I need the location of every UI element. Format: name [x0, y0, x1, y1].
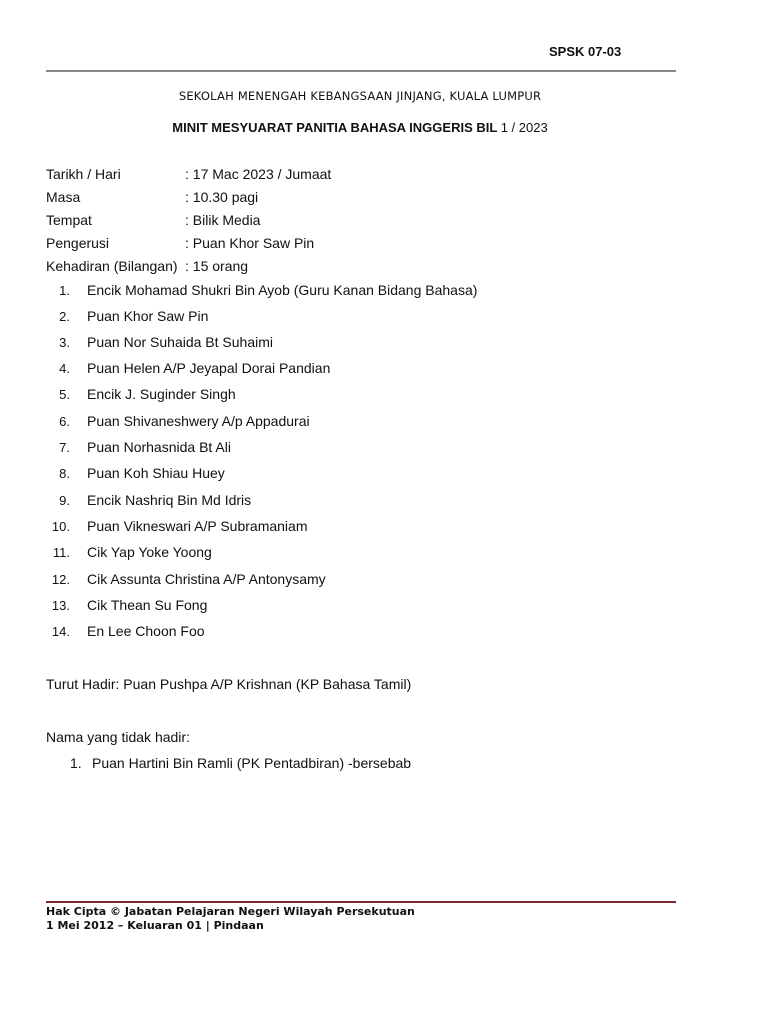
- list-item: [46, 490, 252, 510]
- list-item: [46, 280, 478, 300]
- info-row-place: [46, 210, 260, 230]
- info-value: : 17 Mac 2023 / Jumaat: [185, 166, 332, 182]
- absent-list-item: [70, 753, 411, 773]
- item-number: 8.: [59, 466, 70, 481]
- info-row-attendance: [46, 256, 248, 276]
- item-number: 10.: [51, 519, 70, 534]
- attendee-name: Encik Nashriq Bin Md Idris: [87, 492, 252, 508]
- list-item: [46, 384, 236, 404]
- info-label: Pengerusi: [46, 235, 110, 251]
- attendee-name: En Lee Choon Foo: [87, 623, 205, 639]
- info-row-time: [46, 187, 258, 207]
- item-number: 12.: [51, 572, 70, 587]
- info-row-date: [46, 164, 331, 184]
- header-divider: [46, 70, 676, 72]
- list-item: [46, 621, 205, 641]
- item-number: 2.: [59, 309, 70, 324]
- info-value: : Bilik Media: [185, 212, 261, 228]
- item-number: 9.: [59, 493, 70, 508]
- item-number: 1.: [59, 283, 70, 298]
- list-item: [46, 542, 212, 562]
- attendee-name: Puan Khor Saw Pin: [87, 308, 209, 324]
- list-item: [46, 332, 273, 352]
- item-number: 14.: [51, 624, 70, 639]
- list-item: [46, 437, 231, 457]
- page-title: [0, 120, 720, 135]
- info-value: : Puan Khor Saw Pin: [185, 235, 315, 251]
- info-label: Tempat: [46, 212, 92, 228]
- attendee-name: Encik Mohamad Shukri Bin Ayob (Guru Kanan Bidang Bahasa): [87, 282, 478, 298]
- attendee-name: Cik Yap Yoke Yoong: [87, 544, 212, 560]
- item-number: 1.: [70, 755, 82, 771]
- title-main: MINIT MESYUARAT PANITIA BAHASA INGGERIS BIL: [172, 120, 498, 135]
- item-number: 7.: [59, 440, 70, 455]
- attendee-name: Puan Koh Shiau Huey: [87, 465, 225, 481]
- list-item: [46, 358, 331, 378]
- item-number: 3.: [59, 335, 70, 350]
- list-item: [46, 516, 308, 536]
- absent-heading: Nama yang tidak hadir:: [46, 729, 190, 745]
- list-item: [46, 463, 225, 483]
- info-label: Masa: [46, 189, 81, 205]
- list-item: [46, 595, 208, 615]
- also-present: Turut Hadir: Puan Pushpa A/P Krishnan (KP Bahasa Tamil): [46, 676, 412, 692]
- list-item: [46, 569, 326, 589]
- attendee-name: Puan Vikneswari A/P Subramaniam: [87, 518, 308, 534]
- info-value: : 10.30 pagi: [185, 189, 259, 205]
- footer-divider: [46, 901, 676, 903]
- item-number: 6.: [59, 414, 70, 429]
- school-name: SEKOLAH MENENGAH KEBANGSAAN JINJANG, KUALA LUMPUR: [178, 89, 542, 103]
- attendee-name: Encik J. Suginder Singh: [87, 386, 236, 402]
- document-code: SPSK 07-03: [549, 44, 622, 59]
- info-value: : 15 orang: [185, 258, 249, 274]
- item-number: 5.: [59, 387, 70, 402]
- attendee-name: Cik Thean Su Fong: [87, 597, 208, 613]
- info-label: Kehadiran (Bilangan): [46, 258, 178, 274]
- attendee-name: Cik Assunta Christina A/P Antonysamy: [87, 571, 326, 587]
- absent-name: Puan Hartini Bin Ramli (PK Pentadbiran) -bersebab: [92, 755, 412, 771]
- attendee-name: Puan Helen A/P Jeyapal Dorai Pandian: [87, 360, 331, 376]
- item-number: 11.: [52, 545, 70, 560]
- attendee-name: Puan Nor Suhaida Bt Suhaimi: [87, 334, 273, 350]
- attendee-name: Puan Norhasnida Bt Ali: [87, 439, 231, 455]
- list-item: [46, 306, 209, 326]
- item-number: 4.: [59, 361, 70, 376]
- item-number: 13.: [51, 598, 70, 613]
- footer-copyright: Hak Cipta © Jabatan Pelajaran Negeri Wilayah Persekutuan: [46, 905, 415, 918]
- info-label: Tarikh / Hari: [46, 166, 121, 182]
- footer-issue: 1 Mei 2012 – Keluaran 01 | Pindaan: [46, 919, 264, 932]
- list-item: [46, 411, 310, 431]
- title-number: 1 / 2023: [500, 120, 548, 135]
- info-row-chair: [46, 233, 314, 253]
- attendee-name: Puan Shivaneshwery A/p Appadurai: [87, 413, 310, 429]
